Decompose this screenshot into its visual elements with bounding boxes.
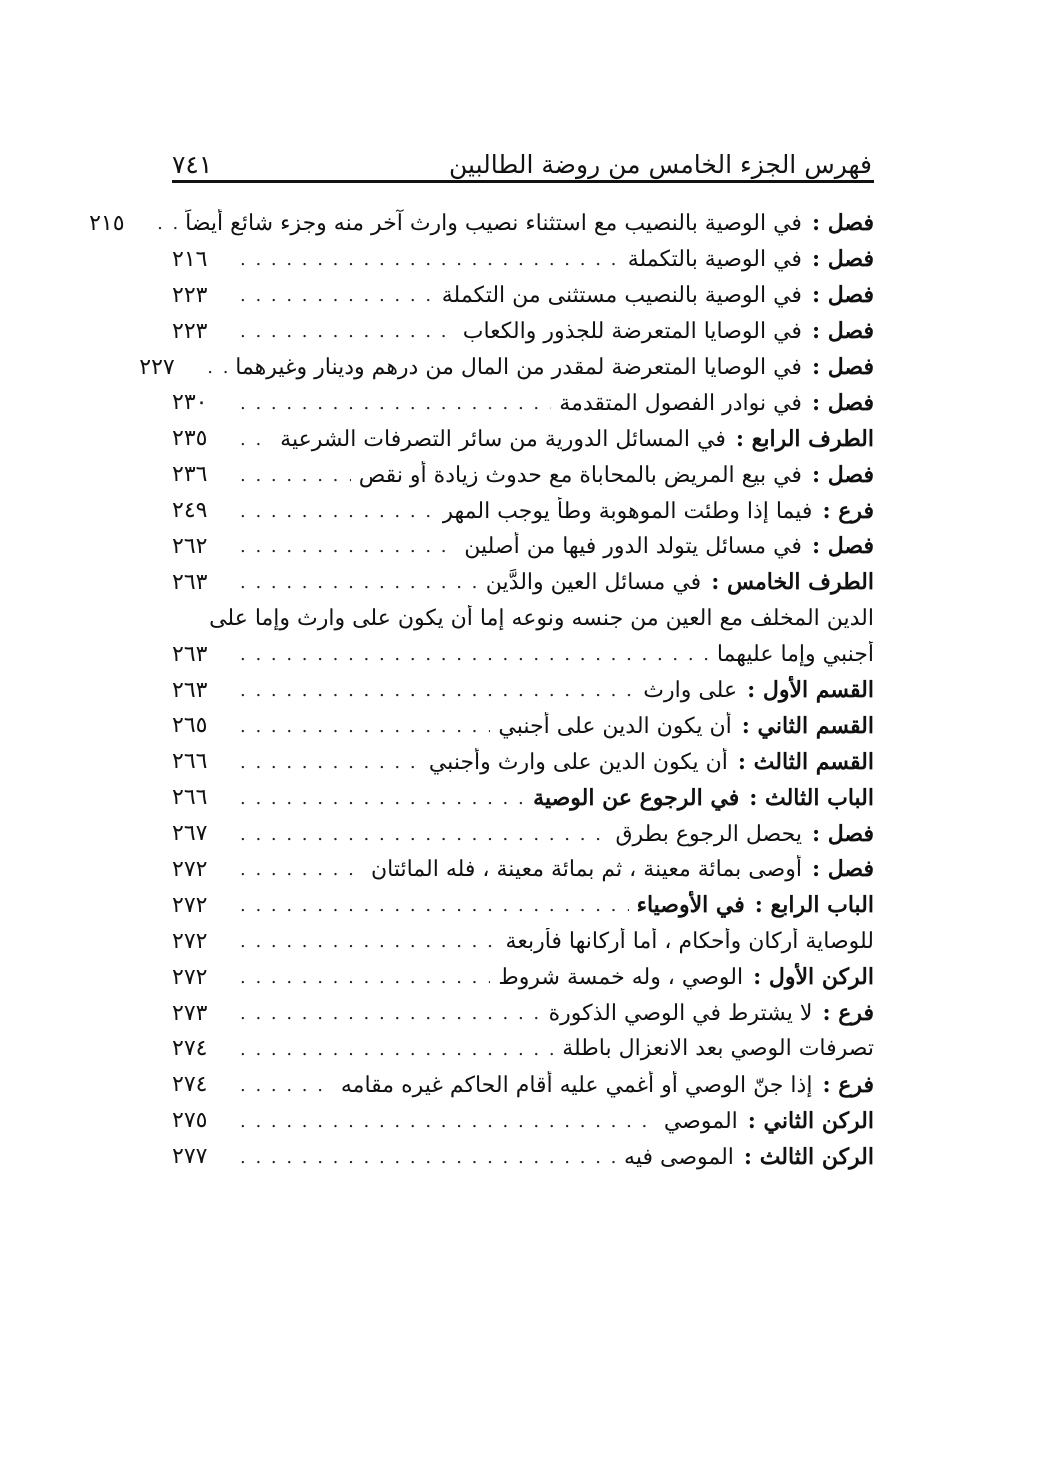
toc-entry-heading <box>717 641 874 669</box>
toc-entry-title: في مسائل يتولد الدور فيها من أصلين <box>464 534 802 560</box>
toc-entry-heading <box>464 532 874 561</box>
toc-entry-title: على وارث <box>643 678 738 704</box>
leader-dots <box>240 1075 333 1096</box>
toc-page-number: ٢٢٣ <box>172 282 208 308</box>
toc-entry <box>172 1103 874 1139</box>
toc-entry-heading <box>442 281 874 310</box>
toc-page-number: ٢١٥ <box>89 210 125 236</box>
leader-dots <box>240 1039 554 1060</box>
toc-page-number: ٢٣٠ <box>172 390 208 416</box>
toc-entry-heading <box>498 712 874 741</box>
toc-entry-heading <box>615 820 874 849</box>
leader-dots <box>240 1003 541 1024</box>
toc-entry-heading <box>185 209 874 238</box>
toc-entry <box>172 1031 874 1067</box>
toc-page-number: ٢٦٣ <box>172 677 208 703</box>
toc-entry-heading <box>498 963 874 992</box>
toc-entry-title: في مسائل العين والدَّين <box>485 570 702 596</box>
toc-entry <box>172 457 874 493</box>
toc-entry-label: القسم الثاني : <box>741 712 874 739</box>
toc-page-number: ٢٦٦ <box>172 785 208 811</box>
toc-entry-title: في الوصية بالنصيب مع استثناء نصيب وارث آخر منه وجزء شائع أيضاً <box>185 211 802 237</box>
leader-dots <box>240 429 272 450</box>
toc-page-number: ٢٧٧ <box>172 1144 208 1170</box>
toc-page-number: ٢٢٣ <box>172 318 208 344</box>
toc-page-number: ٢٧٢ <box>172 964 208 990</box>
toc-entry-title: أجنبي وإما عليهما <box>716 641 874 667</box>
toc-entry <box>172 924 874 960</box>
toc-entry <box>172 278 874 314</box>
toc-page-number: ٢٧٥ <box>172 1108 208 1134</box>
toc-entry-title: في الوصية بالتكملة <box>627 247 802 273</box>
toc-entry-title: لا يشترط في الوصي الذكورة <box>548 1001 813 1027</box>
toc-entry <box>172 816 874 852</box>
leader-dots <box>240 536 456 557</box>
toc-entry-heading <box>559 389 874 418</box>
leader-dots <box>240 644 709 665</box>
header-title: فهرس الجزء الخامس من روضة الطالبين <box>449 150 872 179</box>
toc-entry <box>172 996 874 1032</box>
running-header <box>172 138 872 180</box>
leader-dots <box>240 501 434 522</box>
toc-page-number: ٢١٦ <box>172 246 208 272</box>
toc-entry-label: فصل : <box>811 389 874 416</box>
toc-page-number: ٢٧٤ <box>172 1072 208 1098</box>
toc-entry-title: في الأوصياء <box>636 892 745 919</box>
toc-entry-heading <box>280 425 874 454</box>
toc-entry-heading <box>486 568 874 597</box>
toc-entry-heading <box>371 855 874 884</box>
leader-dots <box>240 824 607 845</box>
toc-entry-title: إذا جنّ الوصي أو أغمي عليه أقام الحاكم غيره مقامه <box>340 1072 813 1098</box>
toc-entry <box>172 780 874 816</box>
toc-page-number: ٢٧٢ <box>172 856 208 882</box>
toc-entry-label: فصل : <box>811 533 874 560</box>
toc-entry-label: الباب الثالث : <box>749 784 874 811</box>
toc-page-number: ٢٧٤ <box>172 1036 208 1062</box>
leader-dots <box>240 465 351 486</box>
toc-entry-label: الركن الثالث : <box>743 1143 874 1170</box>
toc-entry-heading <box>628 245 874 274</box>
toc-entry-label: الطرف الخامس : <box>711 569 874 596</box>
toc-page-number: ٢٦٣ <box>172 569 208 595</box>
toc-entry-label: الطرف الرابع : <box>735 425 874 452</box>
leader-dots <box>240 1147 616 1168</box>
toc-entry <box>172 565 874 601</box>
leader-dots <box>240 1111 656 1132</box>
toc-page-number: ٢٦٢ <box>172 533 208 559</box>
toc-page-number: ٢٧٢ <box>172 892 208 918</box>
toc-entry-heading <box>562 1035 874 1063</box>
toc-entry-heading <box>643 676 874 705</box>
toc-entry <box>172 242 874 278</box>
leader-dots <box>157 213 177 234</box>
leader-dots <box>240 859 363 880</box>
toc-entry-label: فصل : <box>811 210 874 237</box>
toc-entry-title: يحصل الرجوع بطرق <box>615 821 802 847</box>
toc-entry-title: في المسائل الدورية من سائر التصرفات الشرعية <box>280 426 726 452</box>
toc-entry-label: الركن الثاني : <box>747 1107 874 1134</box>
toc-entry <box>172 1139 874 1175</box>
toc-entry-title: في الوصية بالنصيب مستثنى من التكملة <box>441 283 802 309</box>
toc-entry-label: الركن الأول : <box>753 964 874 991</box>
toc-page-number: ٢٤٩ <box>172 498 208 524</box>
toc-entry-heading <box>359 461 874 490</box>
toc-entry <box>172 1067 874 1103</box>
toc-page-number: ٢٧٢ <box>172 928 208 954</box>
toc-entry-label: فصل : <box>811 820 874 847</box>
toc-entry-heading <box>429 748 874 777</box>
toc-entry <box>172 708 874 744</box>
toc-entry-title: الموصي <box>663 1108 738 1134</box>
toc-entry-label: القسم الثالث : <box>737 748 874 775</box>
toc-entry-heading <box>624 1143 874 1172</box>
toc-entry-label: فصل : <box>811 282 874 309</box>
toc-entry-title: أوصى بمائة معينة ، ثم بمائة معينة ، فله المائتان <box>370 857 802 883</box>
toc-entry <box>172 601 874 637</box>
toc-entry-label: فصل : <box>811 461 874 488</box>
toc-entry <box>172 421 874 457</box>
toc-page-number: ٢٦٥ <box>172 713 208 739</box>
toc-entry-heading <box>463 317 874 346</box>
toc-entry <box>172 888 874 924</box>
table-of-contents <box>89 206 874 1175</box>
toc-entry-heading <box>341 1071 874 1100</box>
toc-entry <box>172 744 874 780</box>
leader-dots <box>240 788 525 809</box>
toc-entry-label: فرع : <box>822 1071 874 1098</box>
toc-entry-label: الباب الرابع : <box>754 892 874 919</box>
toc-page-number: ٢٧٣ <box>172 1000 208 1026</box>
toc-entry-label: فصل : <box>811 246 874 273</box>
toc-page-number: ٢٢٧ <box>139 354 175 380</box>
toc-entry-title: في الوصايا المتعرضة لمقدر من المال من درهم ودينار وغيرهما <box>235 355 802 380</box>
toc-page-number: ٢٦٦ <box>172 749 208 775</box>
toc-entry <box>172 852 874 888</box>
toc-entry-title: الوصي ، وله خمسة شروط <box>498 965 744 991</box>
leader-dots <box>240 321 455 342</box>
leader-dots <box>240 393 551 414</box>
toc-entry-label: فصل : <box>811 856 874 883</box>
toc-entry-title: تصرفات الوصي بعد الانعزال باطلة <box>562 1036 874 1062</box>
toc-entry-label: القسم الأول : <box>747 677 874 704</box>
toc-entry-heading <box>533 784 874 813</box>
toc-entry-heading <box>549 999 874 1028</box>
leader-dots <box>240 895 629 916</box>
toc-entry-title: في بيع المريض بالمحاباة مع حدوث زيادة أو نقص <box>358 462 802 488</box>
toc-entry-title: في الرجوع عن الوصية <box>533 784 740 811</box>
leader-dots <box>240 716 490 737</box>
toc-entry <box>172 314 874 350</box>
toc-entry-heading <box>664 1107 874 1136</box>
toc-entry-heading <box>235 353 874 382</box>
toc-page-number: ٢٦٧ <box>172 821 208 847</box>
toc-entry-title: للوصاية أركان وأحكام ، أما أركانها فأربعة <box>505 928 874 954</box>
leader-dots <box>240 680 635 701</box>
toc-entry-label: فصل : <box>811 318 874 345</box>
toc-entry <box>172 637 874 673</box>
header-rule <box>172 180 874 183</box>
toc-entry <box>172 673 874 709</box>
toc-entry-title: فيما إذا وطئت الموهوبة وطأ يوجب المهر <box>442 498 813 524</box>
toc-entry-heading <box>209 605 874 633</box>
toc-page-number: ٢٦٣ <box>172 641 208 667</box>
toc-entry-title: الدين المخلف مع العين من جنسه ونوعه إما أن يكون على وارث وإما على <box>209 605 874 631</box>
toc-entry-heading <box>442 497 874 526</box>
toc-entry <box>172 960 874 996</box>
leader-dots <box>207 357 227 378</box>
toc-entry <box>139 350 874 386</box>
header-page-number: ٧٤١ <box>172 150 213 179</box>
leader-dots <box>240 249 620 270</box>
toc-page-number: ٢٣٦ <box>172 462 208 488</box>
toc-entry-title: الموصى فيه <box>624 1144 734 1170</box>
leader-dots <box>240 967 490 988</box>
leader-dots <box>240 931 498 952</box>
toc-entry <box>172 529 874 565</box>
toc-entry <box>172 385 874 421</box>
toc-entry-label: فرع : <box>822 1000 874 1027</box>
toc-entry <box>172 493 874 529</box>
toc-page-number: ٢٣٥ <box>172 426 208 452</box>
toc-entry-label: فصل : <box>811 354 874 380</box>
leader-dots <box>240 572 478 593</box>
toc-entry-title: في الوصايا المتعرضة للجذور والكعاب <box>462 319 802 345</box>
toc-entry <box>89 206 874 242</box>
leader-dots <box>240 285 434 306</box>
toc-entry-title: في نوادر الفصول المتقدمة <box>559 390 802 416</box>
leader-dots <box>240 752 421 773</box>
toc-entry-heading <box>506 928 874 956</box>
toc-entry-title: أن يكون الدين على أجنبي <box>498 713 732 739</box>
toc-entry-label: فرع : <box>822 497 874 524</box>
toc-entry-title: أن يكون الدين على وارث وأجنبي <box>428 749 728 775</box>
toc-entry-heading <box>637 891 874 920</box>
